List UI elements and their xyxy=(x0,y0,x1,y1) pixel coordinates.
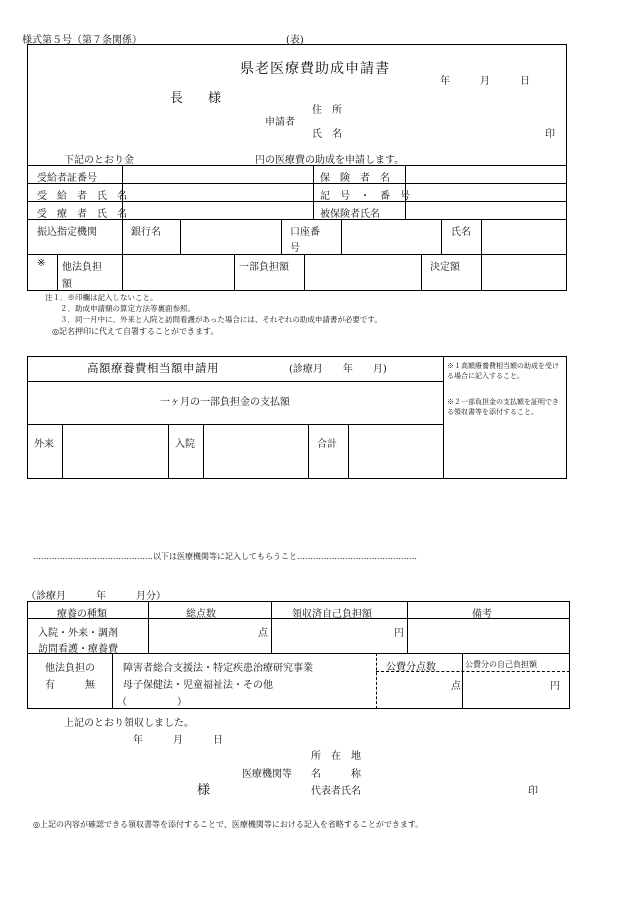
outpatient-field[interactable] xyxy=(63,425,167,478)
col-self-paid: 領収済自己負担額 xyxy=(292,609,372,620)
col-total-points: 総点数 xyxy=(186,609,216,620)
insurer-name-label: 保 険 者 名 xyxy=(320,173,390,184)
institution-period: （診療月 年 月分） xyxy=(26,591,166,602)
received-statement: 上記のとおり領収しました。 xyxy=(64,718,194,729)
representative-label: 代表者氏名 xyxy=(311,786,361,797)
bank-name-field[interactable] xyxy=(181,220,280,253)
note-1: 注１．※印欄は記入しないこと。 xyxy=(45,293,158,302)
high-cost-note-1: ※１高額療養費相当額の助成を受ける場合に記入すること。 xyxy=(447,362,559,380)
care-type-2: 訪問看護・療養費 xyxy=(38,644,118,655)
holder-name-label: 氏名 xyxy=(451,227,471,238)
transfer-bank-label: 振込指定機関 xyxy=(37,227,97,238)
institution-divider: ………………………………………以下は医療機関等に記入してもらうこと……………………………………… xyxy=(33,552,417,561)
support-acts-2: 母子保健法・児童福祉法・その他 xyxy=(123,680,273,691)
public-points-label: 公費分点数 xyxy=(386,662,436,673)
outpatient-label: 外来 xyxy=(34,439,54,450)
other-paren[interactable]: （ ） xyxy=(117,697,187,708)
total-field[interactable] xyxy=(349,425,442,478)
remarks-field[interactable] xyxy=(408,619,569,652)
recipient-cert-field[interactable] xyxy=(123,166,312,182)
addressee: 長 様 xyxy=(170,91,228,106)
yen-unit: 円 xyxy=(394,628,404,639)
institution-seal: 印 xyxy=(528,786,538,797)
presence-absence[interactable]: 有 無 xyxy=(45,680,95,691)
monthly-payment-label: 一ヶ月の一部負担金の支払額 xyxy=(160,397,290,408)
other-law-label-2: 額 xyxy=(62,279,72,290)
form-number: 様式第５号（第７条関係） xyxy=(22,35,142,46)
address-label: 住 所 xyxy=(312,105,342,116)
application-title: 県老医療費助成申請書 xyxy=(240,61,390,77)
public-self-yen: 円 xyxy=(550,681,560,692)
support-acts-1: 障害者総合支援法・特定疾患治療研究事業 xyxy=(123,663,313,674)
other-law-label: 他法負担 xyxy=(62,262,102,273)
recipient-cert-label: 受給者証番号 xyxy=(37,173,97,184)
care-type-1: 入院・外来・調剤 xyxy=(38,628,118,639)
insured-name-label: 被保険者氏名 xyxy=(320,209,380,220)
decided-amount-label: 決定額 xyxy=(430,262,460,273)
public-points-unit: 点 xyxy=(451,681,461,692)
received-date[interactable]: 年 月 日 xyxy=(133,735,223,746)
mark-asterisk: ※ xyxy=(37,258,46,269)
note-3: ３．同一月中に、外来と入院と訪問看護があった場合には、それぞれの助成申請書が必要です。 xyxy=(60,315,382,324)
signature-note: ◎記名押印に代えて自署することができます。 xyxy=(52,327,219,336)
patient-name-field[interactable] xyxy=(123,202,312,218)
total-label: 合計 xyxy=(317,439,337,450)
total-points-field[interactable] xyxy=(149,619,270,652)
symbol-number-field[interactable] xyxy=(406,184,566,200)
recipient-name-field[interactable] xyxy=(123,184,312,200)
statement-left: 下記のとおり金 xyxy=(64,155,134,166)
insured-name-field[interactable] xyxy=(406,202,566,218)
note-2: ２．助成申請額の算定方法等裏面参照。 xyxy=(60,304,195,313)
col-care-type: 療養の種類 xyxy=(57,609,107,620)
symbol-number-label: 記 号 ・ 番 号 xyxy=(320,191,410,202)
col-remarks: 備考 xyxy=(472,609,492,620)
recipient-name-label: 受 給 者 氏 名 xyxy=(37,191,127,202)
institution-label: 医療機関等 xyxy=(242,769,292,780)
high-cost-period: (診療月 年 月) xyxy=(289,364,387,375)
self-paid-field[interactable] xyxy=(272,619,406,652)
patient-name-label: 受 療 者 氏 名 xyxy=(37,209,127,220)
high-cost-title: 高額療養費相当額申請用 xyxy=(87,361,219,375)
account-no-label: 口座番 xyxy=(290,227,320,238)
front-side-label: (表) xyxy=(286,35,304,46)
name-label: 氏 名 xyxy=(312,129,342,140)
statement-right: 円の医療費の助成を申請します。 xyxy=(255,155,405,166)
inpatient-field[interactable] xyxy=(204,425,307,478)
account-no-label-2: 号 xyxy=(290,243,300,254)
other-law-burden: 他法負担の xyxy=(45,663,95,674)
bank-name-label: 銀行名 xyxy=(131,227,161,238)
applicant-label: 申請者 xyxy=(265,117,295,128)
institution-name-label: 名 称 xyxy=(311,769,361,780)
insurer-name-field[interactable] xyxy=(406,166,566,182)
points-unit: 点 xyxy=(258,628,268,639)
location-label: 所 在 地 xyxy=(311,751,361,762)
omit-note: ◎上記の内容が確認できる領収書等を添付することで、医療機関等における記入を省略することができます。 xyxy=(33,820,424,829)
partial-amount-label: 一部負担額 xyxy=(239,262,289,273)
holder-name-field[interactable] xyxy=(482,220,566,253)
high-cost-note-2: ※２一部負担金の支払額を証明できる領収書等を添付すること。 xyxy=(447,398,559,416)
inpatient-label: 入院 xyxy=(175,439,195,450)
account-no-field[interactable] xyxy=(342,220,440,253)
addressee-sama: 様 xyxy=(197,783,211,798)
seal-mark: 印 xyxy=(545,129,555,140)
public-self-label: 公費分の自己負担額 xyxy=(465,660,537,669)
application-date[interactable]: 年 月 日 xyxy=(440,76,530,87)
